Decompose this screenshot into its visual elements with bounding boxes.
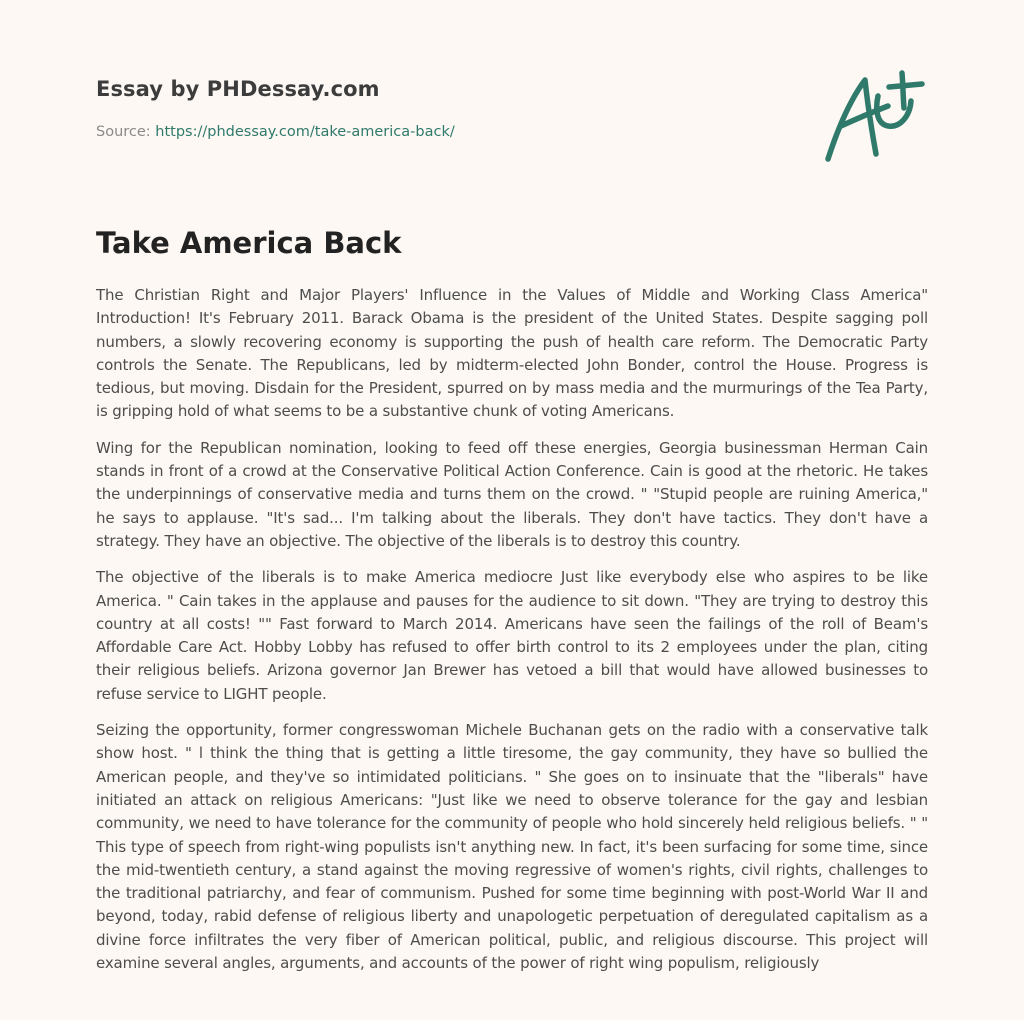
essay-body <box>96 284 928 988</box>
essay-paragraph: The Christian Right and Major Players' Influence in the Values of Middle and Working Class America" Introduction! It's February 2011. Barack Obama is the president of the United States. Despite sagging poll numbers, a slowly recovering economy is supporting the push of health care reform. The Democratic Party controls the Senate. The Republicans, led by midterm-elected John Bonder, control the House. Progress is tedious, but moving. Disdain for the President, spurred on by mass media and the murmurings of the Tea Party, is gripping hold of what seems to be a substantive chunk of voting Americans. <box>96 286 928 421</box>
essay-paragraph: The objective of the liberals is to make America mediocre Just like everybody else who aspires to be like America. " Cain takes in the applause and pauses for the audience to sit down. "They are trying to destroy this country at all costs! "" Fast forward to March 2014. Americans have seen the failings of the roll of Beam's Affordable Care Act. Hobby Lobby has refused to offer birth control to its 2 employees under the plan, citing their religious beliefs. Arizona governor Jan Brewer has vetoed a bill that would have allowed businesses to refuse service to LIGHT people. <box>96 568 928 703</box>
essay-paragraph: Wing for the Republican nomination, looking to feed off these energies, Georgia businessman Herman Cain stands in front of a crowd at the Conservative Political Action Conference. Cain is good at the rhetoric. He takes the underpinnings of conservative media and turns them on the crowd. " "Stupid people are ruining America," he says to applause. "It's sad... I'm talking about the liberals. They don't have tactics. They don't have a strategy. They have an objective. The objective of the liberals is to destroy this country. <box>96 438 928 550</box>
essay-paragraph: Seizing the opportunity, former congresswoman Michele Buchanan gets on the radio with a conservative talk show host. " l think the thing that is getting a little tiresome, the gay community, they have so bullied the American people, and they've so intimidated politicians. " She goes on to insinuate that the "liberals" have initiated an attack on religious Americans: "Just like we need to observe tolerance for the gay and lesbian community, we need to have tolerance for the community of people who hold sincerely held religious beliefs. " " This type of speech from right-wing populists isn't anything new. In fact, it's been surfacing for some time, since the mid-twentieth century, a stand against the moving regressive of women's rights, civil rights, challenges to the traditional patriarchy, and fear of communism. Pushed for some time beginning with post-World War II and beyond, today, rabid defense of religious liberty and unapologetic perpetuation of deregulated capitalism as a divine force infiltrates the very fiber of American political, public, and religious discourse. This project will examine several angles, arguments, and accounts of the power of right wing populism, religiously <box>96 721 928 973</box>
source-line <box>96 124 455 140</box>
source-link[interactable]: https://phdessay.com/take-america-back/ <box>155 124 455 140</box>
site-brand: Essay by PHDessay.com <box>96 77 380 101</box>
essay-title: Take America Back <box>96 226 402 260</box>
a-plus-logo-icon <box>818 66 928 166</box>
source-label: Source: <box>96 124 156 140</box>
